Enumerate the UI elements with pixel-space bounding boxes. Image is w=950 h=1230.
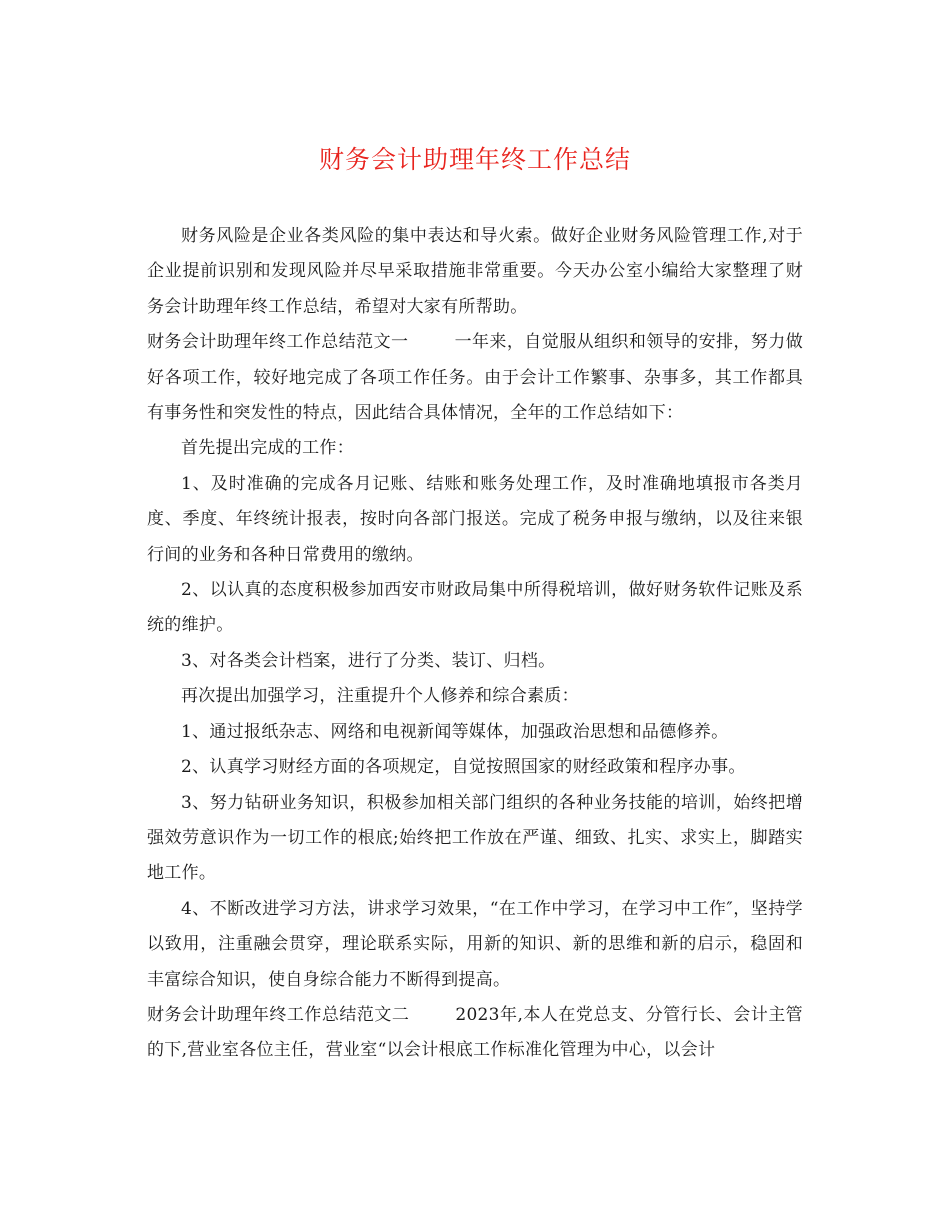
paragraph-study: 再次提出加强学习，注重提升个人修养和综合素质： [181, 686, 579, 707]
paragraph-item-2: 2、以认真的态度积极参加西安市财政局集中所得税培训，做好财务软件记账及系统的维护。 [147, 580, 803, 636]
sample-one-text: 一年来，自觉服从组织和领导的安排，努力做好各项工作，较好地完成了各项工作任务。由于会计工作繁事、杂事多，其工作都具有事务性和突发性的特点，因此结合具体情况，全年的工作总结如下： [147, 332, 804, 424]
sample-one-heading: 财务会计助理年终工作总结范文一 [147, 332, 409, 353]
paragraph-sample-two [147, 998, 803, 1069]
paragraph-completed-work: 首先提出完成的工作： [181, 438, 354, 459]
sample-two-heading: 财务会计助理年终工作总结范文二 [147, 1004, 410, 1025]
paragraph-intro: 财务风险是企业各类风险的集中表达和导火索。做好企业财务风险管理工作,对于企业提前识别和发现风险并尽早采取措施非常重要。今天办公室小编给大家整理了财务会计助理年终工作总结，希望对大家有所帮助。 [147, 226, 803, 317]
paragraph-study-1: 1、通过报纸杂志、网络和电视新闻等媒体，加强政治思想和品德修养。 [181, 721, 729, 742]
paragraph-study-3: 3、努力钻研业务知识，积极参加相关部门组织的各种业务技能的培训，始终把增强效劳意识作为一切工作的根底;始终把工作放在严谨、细致、扎实、求实上，脚踏实地工作。 [147, 792, 803, 884]
paragraph-sample-one [147, 325, 803, 431]
document-title: 财务会计助理年终工作总结 [318, 145, 631, 174]
sample-two-text: 2023年,本人在党总支、分管行长、会计主管的下,营业室各位主任，营业室“以会计根底工作标准化管理为中心，以会计 [147, 1004, 803, 1061]
document-body [147, 219, 803, 1069]
paragraph-study-4: 4、不断改进学习方法，讲求学习效果，“在工作中学习，在学习中工作″，坚持学以致用，注重融会贯穿，理论联系实际，用新的知识、新的思维和新的启示，稳固和丰富综合知识，使自身综合能力不断得到提高。 [147, 898, 803, 990]
paragraph-item-3: 3、对各类会计档案，进行了分类、装订、归档。 [181, 650, 556, 671]
paragraph-study-2: 2、认真学习财经方面的各项规定，自觉按照国家的财经政策和程序办事。 [181, 757, 746, 778]
paragraph-item-1: 1、及时准确的完成各月记账、结账和账务处理工作，及时准确地填报市各类月度、季度、年终统计报表，按时向各部门报送。完成了税务申报与缴纳，以及往来银行间的业务和各种日常费用的缴纳。 [147, 473, 803, 565]
